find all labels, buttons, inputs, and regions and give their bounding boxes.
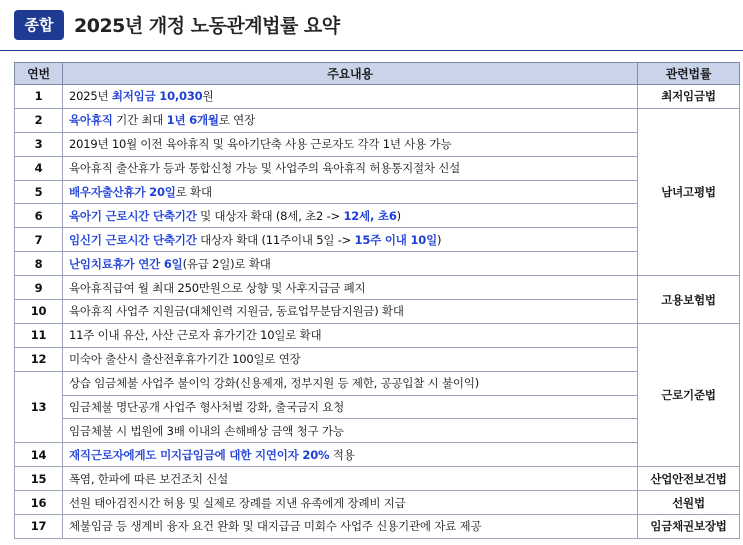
page-header [0,0,743,50]
highlighted-text: 임신기 근로시간 단축기간 [69,232,197,247]
row-number: 6 [15,204,63,228]
content-text: 로 연장 [218,113,255,128]
table-row [15,515,740,539]
row-number: 8 [15,252,63,276]
row-law-merged: 근로기준법 [638,323,740,466]
table-row [15,491,740,515]
table-row [15,300,740,324]
row-content [63,252,638,276]
row-content [63,276,638,300]
content-text: ) [437,232,442,247]
table-row [15,276,740,300]
row-number: 2 [15,108,63,132]
highlighted-text: 최저임금 10,030 [111,89,203,104]
content-text: 2019년 10월 이전 육아휴직 및 육아기단축 사용 근로자도 각각 1년 사용 가능 [69,137,452,152]
table-row [15,85,740,109]
content-text: 대상자 확대 (11주이내 5일 -> [196,232,355,247]
content-text: 기간 최대 [112,113,167,128]
row-content [63,347,638,371]
table-row [15,443,740,467]
row-number: 5 [15,180,63,204]
table-row [15,204,740,228]
highlighted-text: 배우자출산휴가 20일 [69,185,176,199]
row-number: 17 [15,515,63,539]
row-number: 7 [15,228,63,252]
row-law-merged: 남녀고평법 [638,108,740,275]
highlighted-text: 1년 6개월 [166,113,219,128]
content-text: 미숙아 출산시 출산전후휴가기간 100일로 연장 [69,352,301,367]
row-number: 16 [15,491,63,515]
highlighted-text: 육아휴직 [69,113,113,128]
content-text: 적용 [329,447,355,462]
table-row [15,132,740,156]
row-content [63,491,638,515]
content-text: 로 확대 [175,185,212,199]
row-content [63,515,638,539]
row-content [63,443,638,467]
table-row [15,419,740,443]
row-number: 15 [15,467,63,491]
row-number: 9 [15,276,63,300]
table-header-row [15,63,740,85]
row-law: 임금채권보장법 [638,515,740,539]
table-row [15,156,740,180]
row-content [63,371,638,395]
content-text: 상습 임금체불 사업주 불이익 강화(신용제재, 정부지원 등 제한, 공공입찰 시 불이익) [69,376,480,391]
row-content [63,467,638,491]
row-number: 11 [15,323,63,347]
content-text: 육아휴직 출산휴가 등과 통합신청 가능 및 사업주의 육아휴직 허용통지절차 신설 [69,161,461,176]
row-number: 13 [15,371,63,443]
row-content [63,180,638,204]
content-text: 임금체불 명단공개 사업주 형사처벌 강화, 출국금지 요청 [69,400,345,415]
row-number: 1 [15,85,63,109]
row-content [63,228,638,252]
row-content [63,300,638,324]
table-row [15,108,740,132]
content-text: 폭염, 한파에 따른 보건조치 신설 [69,471,229,486]
highlighted-text: 15주 이내 10일 [354,232,437,247]
column-header-content: 주요내용 [63,63,638,85]
content-text: 체불임금 등 생계비 융자 요건 완화 및 대지급금 미회수 사업주 신용기관에 자료 제공 [69,519,482,534]
highlighted-text: 12세, 초6 [343,208,397,223]
table-row [15,252,740,276]
table-row [15,347,740,371]
content-text: 11주 이내 유산, 사산 근로자 휴가기간 10일로 확대 [69,328,322,343]
content-text: 선원 태아검진시간 허용 및 실제로 장례를 지낸 유족에게 장례비 지급 [69,495,406,510]
content-text: 육아휴직 사업주 지원금(대체인력 지원금, 동료업무분담지원금) 확대 [69,304,404,319]
row-law: 산업안전보건법 [638,467,740,491]
category-badge: 종합 [14,10,64,40]
row-number: 4 [15,156,63,180]
content-text: 육아휴직급여 월 최대 250만원으로 상향 및 사후지급금 폐지 [69,280,366,295]
highlighted-text: 육아기 근로시간 단축기간 [69,208,197,223]
highlighted-text: 난임치료휴가 연간 6일 [69,256,183,271]
table-row [15,323,740,347]
row-content [63,156,638,180]
table-row [15,180,740,204]
row-content [63,108,638,132]
content-text: 2025년 [69,89,112,104]
header-divider [0,50,743,51]
row-content [63,132,638,156]
row-content [63,204,638,228]
row-number: 10 [15,300,63,324]
content-text: (유급 2일)로 확대 [182,256,271,271]
row-content [63,395,638,419]
page-title: 2025년 개정 노동관계법률 요약 [74,15,340,37]
row-law: 선원법 [638,491,740,515]
content-text: ) [396,208,401,223]
row-content [63,419,638,443]
row-law-merged: 고용보험법 [638,276,740,324]
row-number: 14 [15,443,63,467]
table-row [15,467,740,491]
row-number: 3 [15,132,63,156]
row-law: 최저임금법 [638,85,740,109]
content-text: 임금체불 시 법원에 3배 이내의 손해배상 금액 청구 가능 [69,423,344,438]
table-row [15,395,740,419]
row-number: 12 [15,347,63,371]
column-header-number: 연번 [15,63,63,85]
row-content [63,85,638,109]
column-header-law: 관련법률 [638,63,740,85]
content-text: 원 [202,89,214,104]
table-row [15,371,740,395]
table-row [15,228,740,252]
content-text: 및 대상자 확대 (8세, 초2 -> [196,208,344,223]
row-content [63,323,638,347]
highlighted-text: 재직근로자에게도 미지급임금에 대한 지연이자 20% [69,447,330,462]
summary-table [14,62,740,539]
